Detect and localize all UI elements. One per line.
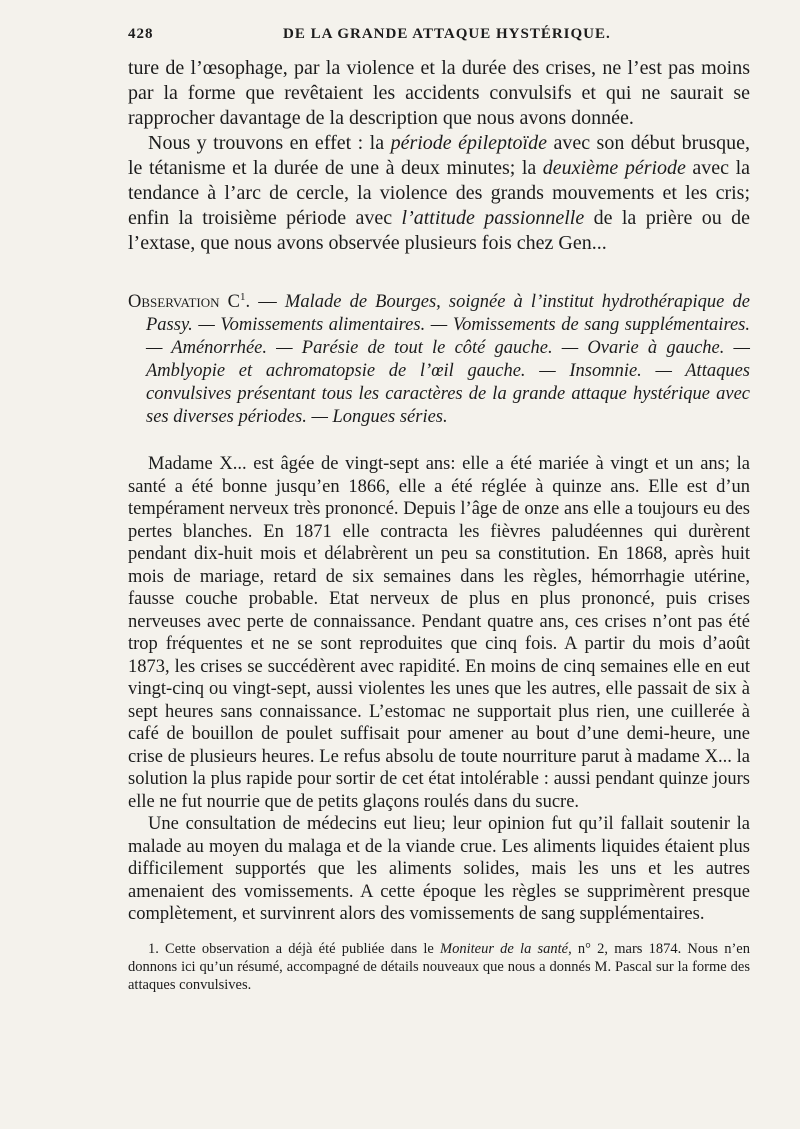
text-run: Nous y trouvons en effet : la [148,132,391,154]
emphasis-periode-epileptoide: période épileptoïde [390,132,547,154]
text-run: de la prière ou de l’extase, que nous avons observée plusieurs fois chez Gen... [128,207,750,254]
emphasis-deuxieme-periode: deuxième période [542,157,686,179]
text-run: avec la tendance à l’arc de cercle, la violence des grands mouvements et les cris; enfin la troisième période avec [128,157,751,229]
case-paragraph-consultation: Une consultation de médecins eut lieu; leur opinion fut qu’il fallait soutenir la malade au moyen du malaga et de la viande crue. Les aliments liquides étaient plus difficilement supportés que les aliments solides, mais les uns et les autres amenaient des vomissements. A cette époque les règles se supprimèrent presque complètement, et survinrent alors des vomissements de sang supplémentaires. [128,814,750,925]
section-gap [128,256,750,286]
case-paragraph-history: Madame X... est âgée de vingt-sept ans: elle a été mariée à vingt et un ans; la santé a été bonne jusqu’en 1866, elle a été réglée à quinze ans. Elle est d’un tempérament nerveux très prononcé. Depuis l’âge de onze ans elle a toujours eu des pertes blanches. En 1871 elle contracta les fièvres paludéennes qui durèrent pendant dix-huit mois et délabrèrent un peu sa constitution. En 1868, après huit mois de mariage, retard de six semaines dans les règles, hémorrhagie utérine, fausse couche probable. Etat nerveux de plus en plus prononcé, puis crises nerveuses avec perte de connaissance. Pendant quatre ans, ces crises n’ont pas été trop fréquentes et ne se sont reproduites que cinq fois. A partir du mois d’août 1873, les crises se succédèrent avec rapidité. En moins de cinq semaines elle en eut vingt-cinq ou vingt-sept, aussi violentes les unes que les autres, elle passait de six à sept heures sans connaissance. L’estomac ne supportait plus rien, une cuillerée à café de bouillon de poulet suffisait pour amener au bout d’une demi-heure, une crise de plusieurs heures. Le refus absolu de toute nourriture parut à madame X... la solution la plus rapide pour sortir de cet état intolérable : aussi pendant quinze jours elle ne fut nourrie que de petits glaçons roulés dans du sucre. [128,454,750,812]
page-number: 428 [128,26,154,42]
footnote-text [128,940,750,994]
case-description [128,453,750,926]
footnote-reference: 1 [240,291,246,303]
paragraph-periods [128,131,750,256]
observation-dash: . — [245,292,285,313]
footnote-journal-title: Moniteur de la santé [440,940,569,957]
observation-heading [128,286,750,429]
observation-label: Observation C [128,292,241,313]
running-head: DE LA GRANDE ATTAQUE HYSTÉRIQUE. [283,26,611,42]
text-run: 1. Cette observation a déjà été publiée dans le [148,940,441,957]
text-run: avec son début brusque, le tétanisme et la durée de une à deux minutes; la [128,132,751,179]
observation-summary: Malade de Bourges, soignée à l’institut hydrothérapique de Passy. — Vomissements alimentaires. — Vomissements de sang supplémentaires. — Aménorrhée. — Parésie de tout le côté gauche. — Ovarie à gauche. — Amblyopie et achromatopsie de l’œil gauche. — Insomnie. — Attaques convulsives présentant tous les caractères de la grande attaque hystérique avec ses diverses périodes. — Longues séries. [146,292,750,428]
emphasis-attitude-passionnelle: l’attitude passionnelle [401,207,585,229]
text-run: , n° 2, mars 1874. Nous n’en donnons ici qu’un résumé, accompagné de détails nouveaux que nous a donnés M. Pascal sur la forme des attaques convulsives. [128,940,750,993]
footnote [128,940,750,994]
main-text [128,56,750,994]
page-header [128,26,740,50]
paragraph-continuation: ture de l’œsophage, par la violence et la durée des crises, ne l’est pas moins par la forme que revêtaient les accidents convulsifs et qui ne saurait se rapprocher davantage de la description que nous avons donnée. [128,57,750,129]
